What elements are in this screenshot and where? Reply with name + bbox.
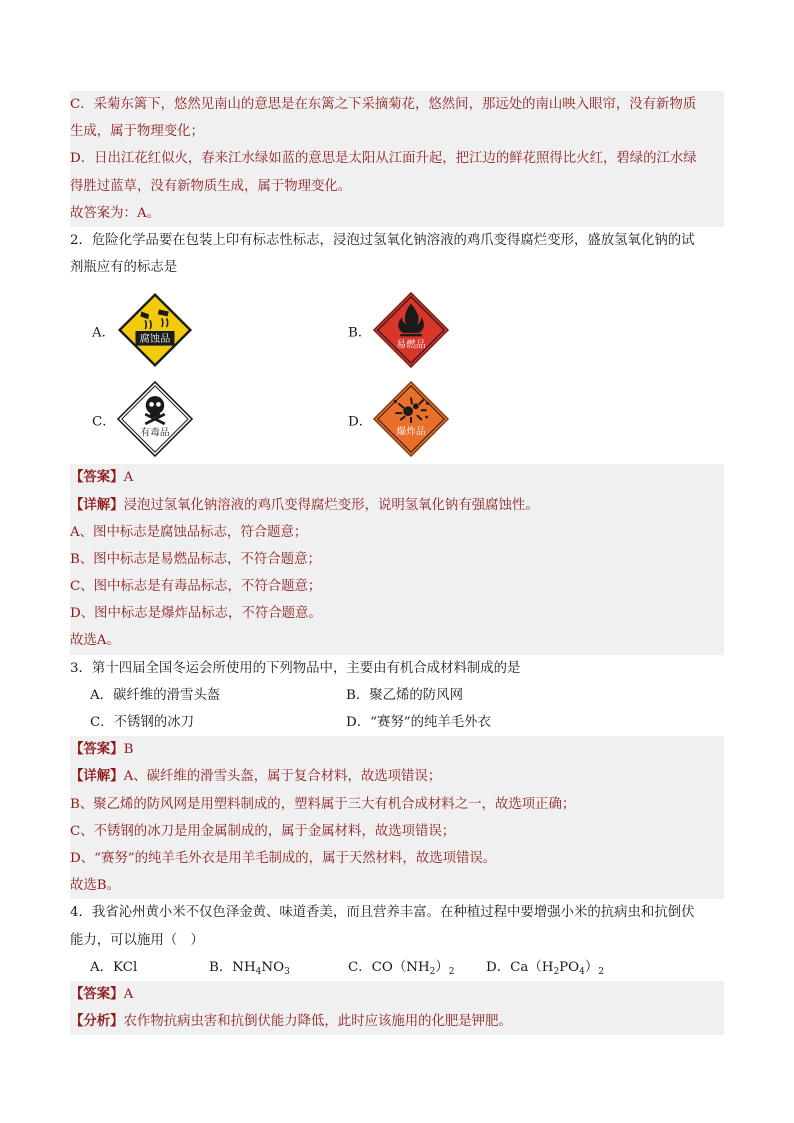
q3-option-c: C．不锈钢的冰刀 [90, 715, 194, 730]
q2-option-c-sign-text: 有毒品 [140, 427, 170, 439]
q1-option-c-analysis-line2: 生成，属于物理变化； [70, 118, 724, 145]
q2-detail [70, 492, 724, 519]
q3-conclusion: 故选B。 [70, 872, 724, 899]
explosion-icon [372, 380, 450, 458]
q4-stem-line2: 能力，可以施用（ ） [70, 932, 204, 948]
q2-analysis-c: C、图中标志是有毒品标志，不符合题意； [70, 573, 724, 600]
q2-option-c-letter: C． [92, 414, 116, 430]
q2-answer [70, 464, 724, 491]
q2-conclusion: 故选A。 [70, 627, 724, 654]
q2-analysis-a: A、图中标志是腐蚀品标志，符合题意； [70, 519, 724, 546]
document-page [70, 91, 724, 1035]
q4-option-d-sub-3: 2 [598, 966, 605, 977]
flame-icon [372, 291, 450, 369]
q3-detail [70, 763, 724, 790]
q2-detail-text: 浸泡过氢氧化钠溶液的鸡爪变得腐烂变形，说明氢氧化钠有强腐蚀性。 [123, 497, 539, 513]
q3-options-row-2 [70, 709, 724, 736]
skull-icon [116, 380, 194, 458]
q4-analysis [70, 1008, 724, 1035]
q2-answer-tag: 【答案】 [70, 469, 124, 486]
q4-option-d-text-2: PO [559, 959, 580, 975]
q2-options-row-2 [70, 375, 724, 464]
corrosive-icon [116, 291, 194, 369]
q1-conclusion: 故答案为：A。 [70, 200, 724, 227]
q3-option-a: A．碳纤维的滑雪头盔 [90, 687, 221, 703]
q1-option-d-analysis-line2: 得胜过蓝草，没有新物质生成，属于物理变化。 [70, 173, 724, 200]
q2-detail-tag: 【详解】 [70, 496, 124, 513]
q4-option-d-text-3: ） [584, 959, 599, 975]
q4-option-b-text-2: NO [261, 959, 285, 975]
q4-option-d-sub-2: 4 [579, 966, 585, 977]
q3-detail-tag: 【详解】 [70, 768, 124, 785]
q2-option-b-sign-text: 易燃品 [396, 339, 426, 351]
q2-answer-value: A [123, 470, 134, 486]
q3-option-b: B．聚乙烯的防风网 [346, 687, 463, 703]
q4-analysis-text: 农作物抗病虫害和抗倒伏能力降低，此时应该施用的化肥是钾肥。 [123, 1014, 512, 1030]
q4-option-c-text-1: C．CO（NH [348, 959, 430, 975]
q2-analysis-b: B、图中标志是易燃品标志，不符合题意； [70, 546, 724, 573]
q4-stem-line1: 4．我省沁州黄小米不仅色泽金黄、味道香美，而且营养丰富。在种植过程中要增强小米的抗病虫和抗倒伏 [70, 905, 695, 921]
q3-stem: 3．第十四届全国冬运会所使用的下列物品中，主要由有机合成材料制成的是 [70, 660, 521, 676]
q3-options-row-1 [70, 682, 724, 709]
q4-option-c-text-2: ） [435, 959, 449, 975]
q2-option-b-letter: B． [348, 325, 372, 341]
q3-answer-tag: 【答案】 [70, 741, 124, 758]
q4-analysis-tag: 【分析】 [70, 1013, 124, 1030]
q4-option-a: A．KCl [90, 959, 138, 975]
q3-detail-text: A、碳纤维的滑雪头盔，属于复合材料，故选项错误； [123, 769, 442, 785]
q4-option-b-text-1: B．NH [209, 959, 256, 975]
q4-option-b-sub-1: 4 [255, 966, 262, 977]
q3-analysis-b: B、聚乙烯的防风网是用塑料制成的，塑料属于三大有机合成材料之一，故选项正确； [70, 791, 724, 818]
q2-stem-line1: 2．危险化学品要在包装上印有标志性标志，浸泡过氢氧化钠溶液的鸡爪变得腐烂变形，盛放氢氧化钠的试 [70, 232, 695, 248]
q2-option-d-sign-text: 爆炸品 [396, 426, 426, 438]
q1-option-d-analysis-line1: D．日出江花红似火，春来江水绿如蓝的意思是太阳从江面升起，把江边的鲜花照得比火红，碧绿的江水绿 [70, 145, 724, 172]
q2-option-a-letter: A． [92, 325, 116, 341]
q4-option-c-sub-2: 2 [448, 966, 455, 977]
q4-option-d-text-1: D．Ca（H [486, 959, 554, 975]
q1-option-c-analysis-line1: C．采菊东篱下，悠然见南山的意思是在东篱之下采摘菊花，悠然间，那远处的南山映入眼帘，没有新物质 [70, 91, 724, 118]
q2-stem-line2: 剂瓶应有的标志是 [70, 260, 178, 276]
q4-option-c-sub-1: 2 [429, 966, 436, 977]
q3-analysis-c: C、不锈钢的冰刀是用金属制成的，属于金属材料，故选项错误； [70, 818, 724, 845]
q4-options-row [70, 954, 724, 981]
q2-option-a-sign-text: 腐蚀品 [139, 334, 171, 346]
q4-answer-tag: 【答案】 [70, 985, 124, 1002]
q3-analysis-d: D、“赛努”的纯羊毛外衣是用羊毛制成的，属于天然材料，故选项错误。 [70, 845, 724, 872]
q2-analysis-d: D、图中标志是爆炸品标志，不符合题意。 [70, 600, 724, 627]
q2-option-d-letter: D． [348, 414, 373, 430]
q3-option-d: D．“赛努”的纯羊毛外衣 [346, 715, 491, 730]
q4-option-d-sub-1: 2 [553, 966, 560, 977]
q4-answer [70, 981, 724, 1008]
q4-option-b-sub-2: 3 [284, 966, 290, 977]
q2-options-row-1 [70, 286, 724, 375]
q3-answer [70, 736, 724, 763]
q3-answer-value: B [123, 742, 134, 758]
q4-answer-value: A [123, 986, 134, 1002]
